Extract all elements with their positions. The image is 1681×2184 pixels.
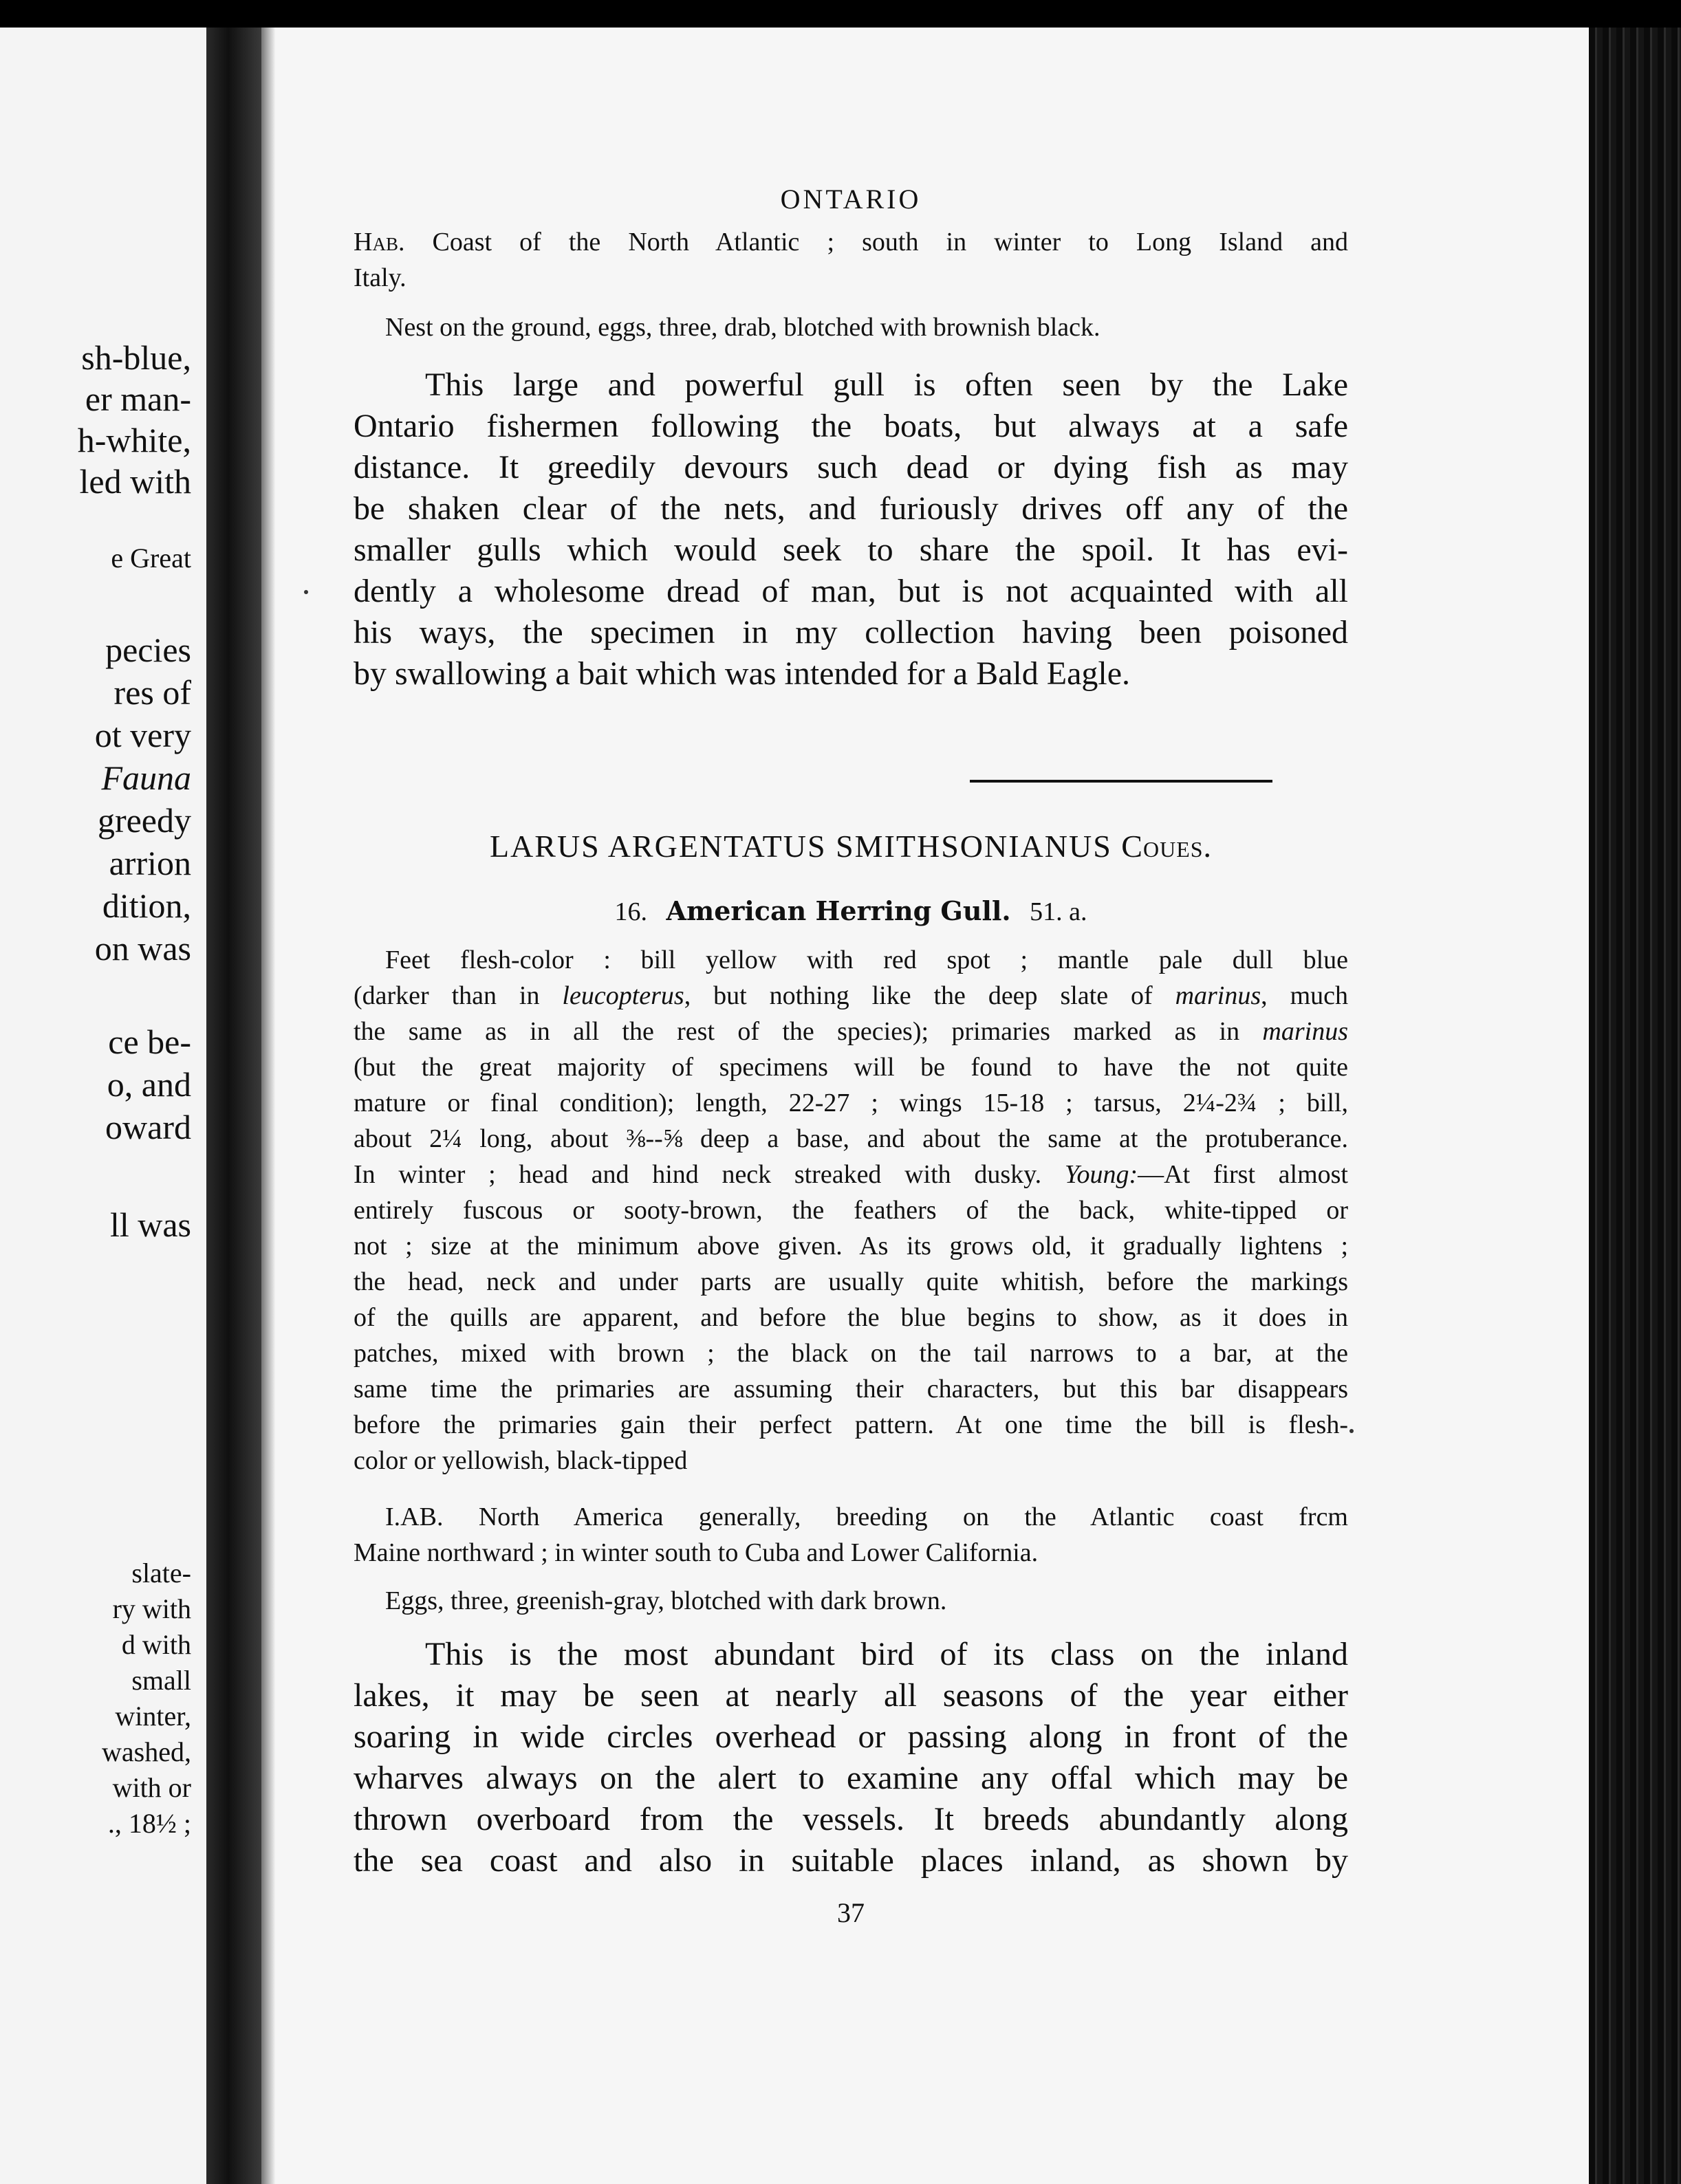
description-line: about 2¼ long, about ⅜--⅝ deep a base, and about the same at the protuberance. [354, 1124, 1348, 1153]
paragraph-line: Ontario fishermen following the boats, but always at a safe [354, 408, 1348, 444]
description-line: (darker than in leucopterus, but nothing like the deep slate of marinus, much [354, 981, 1348, 1010]
facing-line: o, and [107, 1065, 191, 1104]
paragraph-line: dently a wholesome dread of man, but is not acquainted with all [354, 573, 1348, 609]
paragraph-line: the sea coast and also in suitable places inland, as shown by [354, 1842, 1348, 1879]
description-line: of the quills are apparent, and before the blue begins to show, as it does in [354, 1303, 1348, 1332]
habitat-entry [354, 224, 1348, 296]
paragraph-line: This is the most abundant bird of its class on the inland [425, 1636, 1348, 1672]
facing-line: ot very [94, 716, 191, 754]
species-number: 16. [614, 897, 647, 926]
facing-line: slate- [131, 1558, 191, 1588]
page-number: 37 [837, 1897, 865, 1928]
hab-label: Hab. [354, 228, 405, 256]
description-line: the head, neck and under parts are usually quite whitish, before the markings [354, 1267, 1348, 1296]
description-line: (but the great majority of specimens will be found to have the not quite [354, 1053, 1348, 1082]
facing-line: h-white, [77, 421, 191, 459]
scientific-name: LARUS ARGENTATUS SMITHSONIANUS [489, 829, 1112, 864]
facing-line: er man- [85, 380, 191, 418]
habitat-line: I.AB. North America generally, breeding on the Atlantic coast frcm [385, 1503, 1348, 1531]
nest-line: Nest on the ground, eggs, three, drab, blotched with brownish black. [385, 313, 1100, 342]
paragraph-line: This large and powerful gull is often seen by the Lake [425, 367, 1348, 403]
description-line: In winter ; head and hind neck streaked with dusky. Young:—At first almost [354, 1160, 1348, 1189]
nest-note [354, 309, 1348, 345]
habitat-entry [354, 1499, 1348, 1571]
scan-speck [304, 590, 308, 594]
description-line: patches, mixed with brown ; the black on the tail narrows to a bar, at the [354, 1339, 1348, 1368]
facing-line: with or [112, 1772, 191, 1803]
running-head: ONTARIO [780, 184, 922, 215]
facing-line: ry with [112, 1593, 191, 1624]
facing-line: oward [105, 1108, 191, 1146]
facing-line: ., 18½ ; [107, 1808, 191, 1839]
body-paragraph [354, 1634, 1348, 1881]
facing-line: d with [121, 1629, 191, 1660]
scan-speck [1349, 1429, 1354, 1433]
facing-line: dition, [102, 886, 191, 925]
paragraph-line: soaring in wide circles overhead or passing along in front of the [354, 1718, 1348, 1755]
facing-line: on was [94, 929, 191, 968]
facing-page-fragment [0, 28, 206, 2184]
common-name: American Herring Gull. [666, 895, 1011, 926]
habitat-line: Hab. Coast of the North Atlantic ; south in winter to Long Island and [354, 228, 1348, 256]
description-line: same time the primaries are assuming their characters, but this bar disappears [354, 1375, 1348, 1404]
aou-reference: 51. a. [1030, 897, 1087, 926]
eggs-line: Eggs, three, greenish-gray, blotched with dark brown. [385, 1586, 947, 1615]
facing-line: winter, [115, 1701, 191, 1732]
paragraph-line: thrown overboard from the vessels. It breeds abundantly along [354, 1801, 1348, 1837]
facing-line: washed, [102, 1736, 191, 1767]
body-paragraph [354, 364, 1348, 695]
facing-line: res of [113, 673, 191, 712]
paragraph-line: be shaken clear of the nets, and furiously drives off any of the [354, 490, 1348, 527]
paragraph-line: distance. It greedily devours such dead or dying fish as may [354, 449, 1348, 485]
facing-line: ce be- [108, 1023, 191, 1061]
gutter-shadow [261, 28, 275, 2184]
section-rule [970, 780, 1272, 783]
book-gutter [206, 28, 261, 2184]
facing-line: ll was [109, 1205, 191, 1244]
paragraph-line: his ways, the specimen in my collection having been poisoned [354, 614, 1348, 651]
facing-line: Fauna [101, 758, 191, 797]
facing-line: sh-blue, [81, 338, 191, 377]
habitat-line: Maine northward ; in winter south to Cuba and Lower California. [354, 1538, 1039, 1567]
facing-line: arrion [109, 844, 191, 882]
description-line: color or yellowish, black-tipped [354, 1446, 688, 1475]
description-line: Feet flesh-color : bill yellow with red spot ; mantle pale dull blue [385, 946, 1348, 974]
facing-line: e Great [111, 543, 191, 574]
facing-line: greedy [97, 801, 191, 840]
description-line: before the primaries gain their perfect pattern. At one time the bill is flesh- [354, 1410, 1348, 1439]
description-line: mature or final condition); length, 22-27 ; wings 15-18 ; tarsus, 2¼-2¾ ; bill, [354, 1089, 1348, 1117]
description-line: entirely fuscous or sooty-brown, the feathers of the back, white-tipped or [354, 1196, 1348, 1225]
paragraph-line: by swallowing a bait which was intended for a Bald Eagle. [354, 655, 1131, 692]
book-page [275, 28, 1589, 2184]
facing-line: pecies [105, 631, 191, 669]
hab-label: I.AB. [385, 1503, 444, 1531]
page-edges [1589, 28, 1681, 2184]
habitat-line: Italy. [354, 263, 406, 292]
description-line: not ; size at the minimum above given. As its grows old, it gradually lightens ; [354, 1232, 1348, 1260]
facing-line: small [131, 1665, 191, 1696]
species-entry-line [354, 895, 1348, 927]
description-line: the same as in all the rest of the species); primaries marked as in marinus [354, 1017, 1348, 1046]
eggs-note [354, 1583, 1348, 1619]
facing-line: led with [79, 462, 191, 501]
paragraph-line: wharves always on the alert to examine any offal which may be [354, 1760, 1348, 1796]
species-heading [354, 828, 1348, 864]
authority: Coues. [1121, 829, 1213, 864]
paragraph-line: lakes, it may be seen at nearly all seasons of the year either [354, 1677, 1348, 1714]
paragraph-line: smaller gulls which would seek to share the spoil. It has evi- [354, 532, 1348, 568]
species-description [354, 942, 1348, 1478]
